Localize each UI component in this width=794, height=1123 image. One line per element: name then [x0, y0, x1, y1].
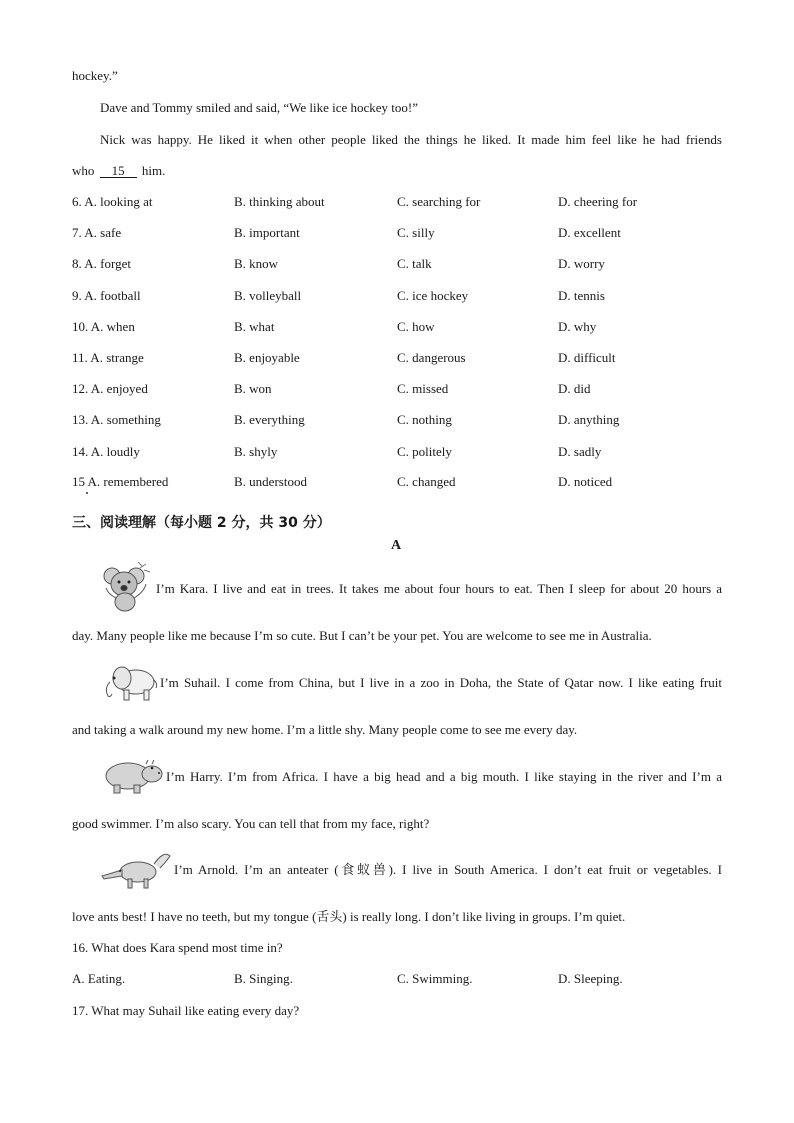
q16-option-a[interactable]: A. Eating. [72, 971, 126, 986]
option-8-a[interactable]: 8. A. forget [72, 256, 131, 271]
option-9-b[interactable]: B. volleyball [234, 288, 302, 303]
option-7-d[interactable]: D. excellent [558, 225, 621, 240]
option-12-c[interactable]: C. missed [397, 381, 449, 396]
option-row-8 [72, 256, 732, 272]
option-7-c[interactable]: C. silly [397, 225, 435, 240]
option-6-c[interactable]: C. searching for [397, 194, 481, 209]
option-9-c[interactable]: C. ice hockey [397, 288, 469, 303]
option-15-a[interactable]: 15 A. remembered [72, 474, 169, 489]
option-9-a[interactable]: 9. A. football [72, 288, 141, 303]
option-14-c[interactable]: C. politely [397, 444, 452, 459]
option-row-15 [72, 474, 732, 490]
option-6-a[interactable]: 6. A. looking at [72, 194, 153, 209]
q16-options [72, 971, 732, 987]
option-14-a[interactable]: 14. A. loudly [72, 444, 140, 459]
cloze-line-1: hockey.” [72, 68, 118, 83]
cloze-line-4-pre: who [72, 163, 95, 178]
anteater-line-2: love ants best! I have no teeth, but my tongue (舌头) is really long. I don’t like living in groups. I’m quiet. [72, 909, 626, 924]
hippo-line-2: good swimmer. I’m also scary. You can tell that from my face, right? [72, 816, 430, 831]
option-11-c[interactable]: C. dangerous [397, 350, 466, 365]
option-12-a[interactable]: 12. A. enjoyed [72, 381, 148, 396]
elephant-line-1: I’m Suhail. I come from China, but I live in a zoo in Doha, the State of Qatar now. I like eating fruit [160, 675, 722, 690]
option-row-9 [72, 288, 732, 304]
option-12-d[interactable]: D. did [558, 381, 591, 396]
part-label: A [391, 538, 402, 553]
option-13-a[interactable]: 13. A. something [72, 412, 161, 427]
cloze-line-4 [72, 163, 165, 179]
q16-option-d[interactable]: D. Sleeping. [558, 971, 623, 986]
option-row-12 [72, 381, 732, 397]
option-11-d[interactable]: D. difficult [558, 350, 616, 365]
elephant-icon [100, 660, 158, 706]
koala-line-2: day. Many people like me because I’m so cute. But I can’t be your pet. You are welcome to see me in Australia. [72, 628, 652, 643]
option-12-b[interactable]: B. won [234, 381, 272, 396]
option-row-6 [72, 194, 732, 210]
option-10-c[interactable]: C. how [397, 319, 435, 334]
option-13-d[interactable]: D. anything [558, 412, 620, 427]
question-16: 16. What does Kara spend most time in? [72, 940, 283, 955]
option-14-d[interactable]: D. sadly [558, 444, 602, 459]
option-14-b[interactable]: B. shyly [234, 444, 278, 459]
option-15-c[interactable]: C. changed [397, 474, 456, 489]
option-8-c[interactable]: C. talk [397, 256, 432, 271]
option-15-d[interactable]: D. noticed [558, 474, 613, 489]
elephant-line-2: and taking a walk around my new home. I’m a little shy. Many people come to see me every day. [72, 722, 578, 737]
question-17: 17. What may Suhail like eating every day? [72, 1003, 300, 1018]
option-10-d[interactable]: D. why [558, 319, 597, 334]
koala-icon [100, 562, 154, 612]
section-title: 三、阅读理解（每小题 2 分，共 30 分） [72, 515, 331, 531]
option-7-a[interactable]: 7. A. safe [72, 225, 122, 240]
option-10-a[interactable]: 10. A. when [72, 319, 135, 334]
option-row-13 [72, 412, 732, 428]
q16-option-c[interactable]: C. Swimming. [397, 971, 473, 986]
hippo-line-1: I’m Harry. I’m from Africa. I have a big head and a big mouth. I like staying in the river and I’m a [166, 769, 722, 784]
option-row-10 [72, 319, 732, 335]
option-6-d[interactable]: D. cheering for [558, 194, 638, 209]
option-13-b[interactable]: B. everything [234, 412, 305, 427]
option-6-b[interactable]: B. thinking about [234, 194, 325, 209]
anteater-icon [100, 846, 172, 890]
hippo-icon [102, 756, 164, 796]
option-8-b[interactable]: B. know [234, 256, 279, 271]
koala-line-1: I’m Kara. I live and eat in trees. It takes me about four hours to eat. Then I sleep for about 20 hours a [156, 581, 722, 596]
option-15-b[interactable]: B. understood [234, 474, 307, 489]
stray-dot [86, 492, 88, 494]
option-7-b[interactable]: B. important [234, 225, 300, 240]
option-13-c[interactable]: C. nothing [397, 412, 452, 427]
option-10-b[interactable]: B. what [234, 319, 275, 334]
option-11-b[interactable]: B. enjoyable [234, 350, 300, 365]
option-11-a[interactable]: 11. A. strange [72, 350, 144, 365]
cloze-line-3: Nick was happy. He liked it when other people liked the things he liked. It made him feel like he had friends [100, 132, 722, 147]
option-9-d[interactable]: D. tennis [558, 288, 605, 303]
anteater-line-1: I’m Arnold. I’m an anteater (食蚁兽). I live in South America. I don’t eat fruit or vegetables. I [174, 862, 722, 877]
q16-option-b[interactable]: B. Singing. [234, 971, 293, 986]
option-row-14 [72, 444, 732, 460]
option-8-d[interactable]: D. worry [558, 256, 605, 271]
cloze-line-4-post: him. [141, 163, 166, 178]
cloze-line-2: Dave and Tommy smiled and said, “We like ice hockey too!” [100, 100, 419, 115]
option-row-11 [72, 350, 732, 366]
cloze-blank-15[interactable]: 15 [100, 164, 137, 178]
option-row-7 [72, 225, 732, 241]
